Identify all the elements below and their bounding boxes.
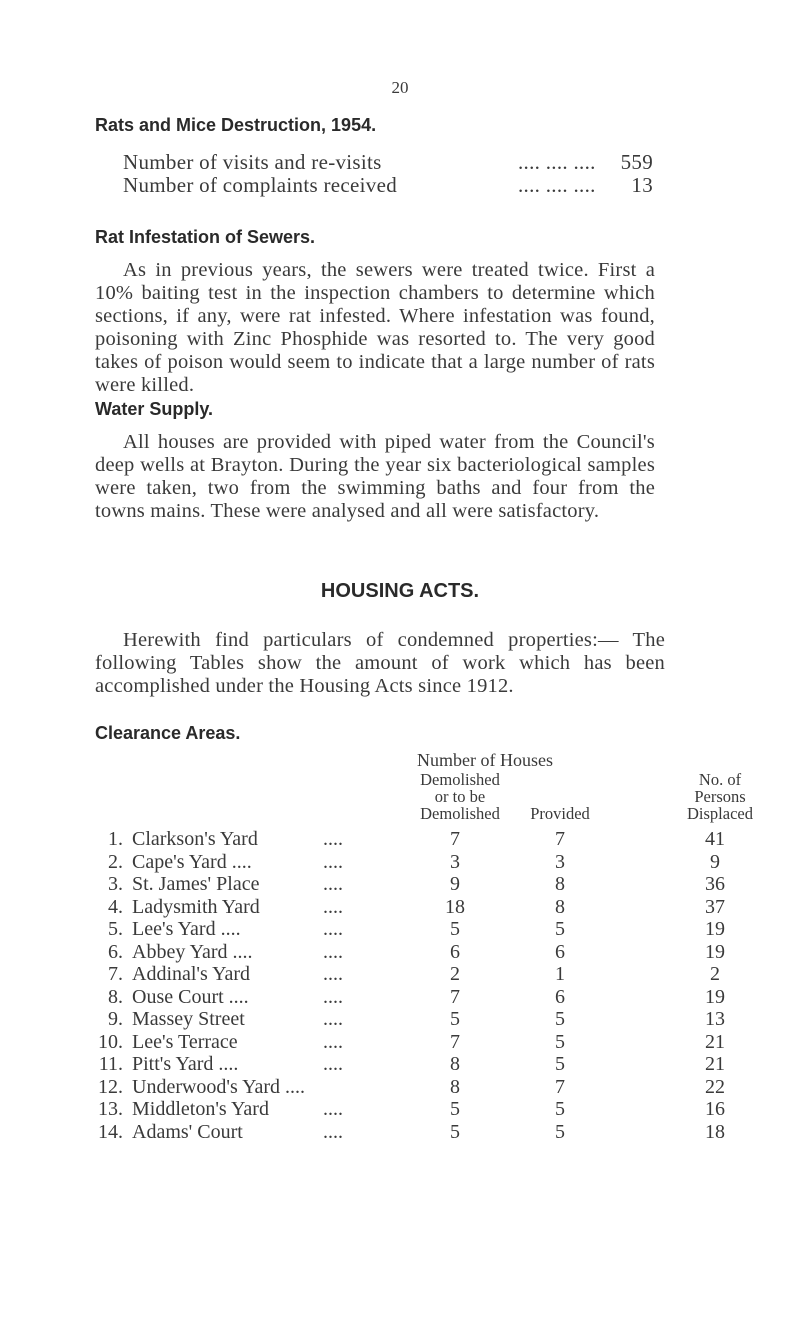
row-name: Underwood's Yard .... (132, 1075, 306, 1098)
table-row (95, 985, 725, 1008)
row-persons: 41 (705, 828, 725, 850)
row-name: Addinal's Yard (132, 963, 251, 985)
housing-heading: HOUSING ACTS. (320, 580, 480, 602)
table-row (95, 850, 720, 873)
row-number: 10. (98, 1030, 123, 1053)
row-dots: .... (323, 895, 343, 918)
row-dots: .... (323, 1030, 343, 1053)
sewers-paragraph (95, 259, 655, 397)
row-persons: 21 (705, 1053, 725, 1075)
row-demolished: 3 (450, 850, 460, 873)
row-number: 8. (108, 985, 123, 1008)
row-demolished: 7 (450, 1030, 460, 1053)
row-name: Cape's Yard .... (132, 850, 252, 873)
row-provided: 5 (555, 1030, 565, 1053)
row-demolished: 8 (450, 1075, 460, 1098)
row-demolished: 5 (450, 1120, 460, 1143)
row-demolished: 7 (450, 985, 460, 1008)
row-dots: .... (323, 918, 343, 940)
row-persons: 13 (705, 1008, 725, 1030)
row-dots: .... (323, 1008, 343, 1030)
clearance-heading: Clearance Areas. (95, 723, 241, 743)
water-heading: Water Supply. (95, 399, 214, 419)
row-persons: 21 (705, 1030, 725, 1053)
row-dots: .... (323, 1098, 343, 1120)
row-provided: 7 (555, 1075, 565, 1098)
row-name: Ladysmith Yard (132, 895, 260, 918)
sewers-heading: Rat Infestation of Sewers. (95, 227, 316, 247)
row-name: Middleton's Yard (132, 1098, 269, 1120)
row-dots: .... (323, 1120, 343, 1143)
row-name: Ouse Court .... (132, 985, 249, 1008)
row-provided: 3 (555, 850, 565, 873)
row-persons: 19 (705, 918, 725, 940)
table-row (95, 1075, 725, 1098)
row-number: 5. (108, 918, 123, 940)
housing-paragraph (95, 629, 665, 698)
complaints-stat (123, 173, 653, 198)
table-row (95, 1030, 725, 1053)
row-demolished: 5 (450, 1008, 460, 1030)
row-number: 4. (108, 895, 123, 918)
row-number: 13. (98, 1098, 123, 1120)
table-row (95, 918, 725, 940)
row-number: 12. (98, 1075, 123, 1098)
row-provided: 6 (555, 940, 565, 963)
table-row (95, 895, 725, 918)
row-demolished: 9 (450, 873, 460, 895)
row-persons: 18 (705, 1120, 725, 1143)
row-demolished: 8 (450, 1053, 460, 1075)
row-persons: 9 (710, 850, 720, 873)
row-demolished: 5 (450, 918, 460, 940)
row-persons: 22 (705, 1075, 725, 1098)
visits-stat (123, 150, 653, 175)
table-row (95, 963, 720, 985)
row-number: 3. (108, 873, 123, 895)
table-row (95, 828, 725, 850)
visits-label: Number of visits and re-visits (123, 150, 382, 174)
water-body: All houses are provided with piped water from the Council's deep wells at Brayton. During the year six bacteriological samples were taken, two from the swimming baths and four from the towns mains. These were analysed and all were satisfactory. (95, 431, 655, 522)
row-number: 9. (108, 1008, 123, 1030)
row-persons: 16 (705, 1098, 725, 1120)
housing-body: Herewith find particulars of condemned properties:— The following Tables show the amount of work which has been accomplished under the Housing Acts since 1912. (95, 629, 665, 697)
row-persons: 19 (705, 985, 725, 1008)
row-provided: 5 (555, 1120, 565, 1143)
row-provided: 8 (555, 873, 565, 895)
table-row (95, 940, 725, 963)
row-demolished: 2 (450, 963, 460, 985)
row-number: 14. (98, 1120, 123, 1143)
row-persons: 36 (705, 873, 725, 895)
table-row (95, 1053, 725, 1075)
table-row (95, 873, 725, 895)
row-provided: 6 (555, 985, 565, 1008)
row-name: Abbey Yard .... (132, 940, 253, 963)
row-demolished: 5 (450, 1098, 460, 1120)
row-dots: .... (323, 963, 343, 985)
row-provided: 5 (555, 1008, 565, 1030)
row-dots: .... (323, 828, 343, 850)
row-dots: .... (323, 873, 343, 895)
header-demolished: Demolished or to be Demolished (420, 770, 500, 823)
row-number: 7. (108, 963, 123, 985)
row-persons: 37 (705, 895, 725, 918)
table-row (95, 1098, 725, 1120)
row-provided: 1 (555, 963, 565, 985)
table-row (95, 1008, 725, 1030)
row-provided: 5 (555, 918, 565, 940)
row-persons: 2 (710, 963, 720, 985)
row-name: Lee's Terrace (132, 1030, 238, 1053)
row-name: Massey Street (132, 1008, 245, 1030)
page-number: 20 (391, 78, 409, 97)
row-demolished: 7 (450, 828, 460, 850)
row-demolished: 6 (450, 940, 460, 963)
row-provided: 5 (555, 1053, 565, 1075)
row-number: 6. (108, 940, 123, 963)
row-number: 1. (108, 828, 123, 850)
row-number: 11. (98, 1053, 123, 1075)
row-name: Clarkson's Yard (132, 828, 258, 850)
sewers-body: As in previous years, the sewers were treated twice. First a 10% baiting test in the inspection chambers to determine which sections, if any, were rat infested. Where infestation was found, poisoning with Zinc Phosphide was resorted to. The very good takes of poison would seem to indicate that a large number of rats were killed. (95, 259, 655, 396)
table-row (95, 1120, 725, 1143)
header-number-of-houses: Number of Houses (417, 750, 553, 770)
water-paragraph (95, 431, 655, 523)
rats-heading: Rats and Mice Destruction, 1954. (95, 115, 377, 135)
row-number: 2. (108, 850, 123, 873)
complaints-label: Number of complaints received (123, 173, 398, 197)
row-name: St. James' Place (132, 873, 260, 895)
header-persons: No. of Persons Displaced (687, 770, 753, 823)
visits-value: 559 (620, 150, 653, 174)
row-name: Lee's Yard .... (132, 918, 241, 940)
row-dots: .... (323, 940, 343, 963)
header-provided: Provided (530, 804, 590, 823)
row-dots: .... (323, 850, 343, 873)
visits-dots: .... .... .... (518, 150, 596, 174)
row-persons: 19 (705, 940, 725, 963)
row-provided: 8 (555, 895, 565, 918)
complaints-value: 13 (631, 173, 653, 197)
row-name: Adams' Court (132, 1120, 243, 1143)
row-provided: 7 (555, 828, 565, 850)
row-dots: .... (323, 985, 343, 1008)
complaints-dots: .... .... .... (518, 173, 596, 197)
row-provided: 5 (555, 1098, 565, 1120)
row-demolished: 18 (445, 895, 465, 918)
row-dots: .... (323, 1053, 343, 1075)
row-name: Pitt's Yard .... (132, 1053, 239, 1075)
